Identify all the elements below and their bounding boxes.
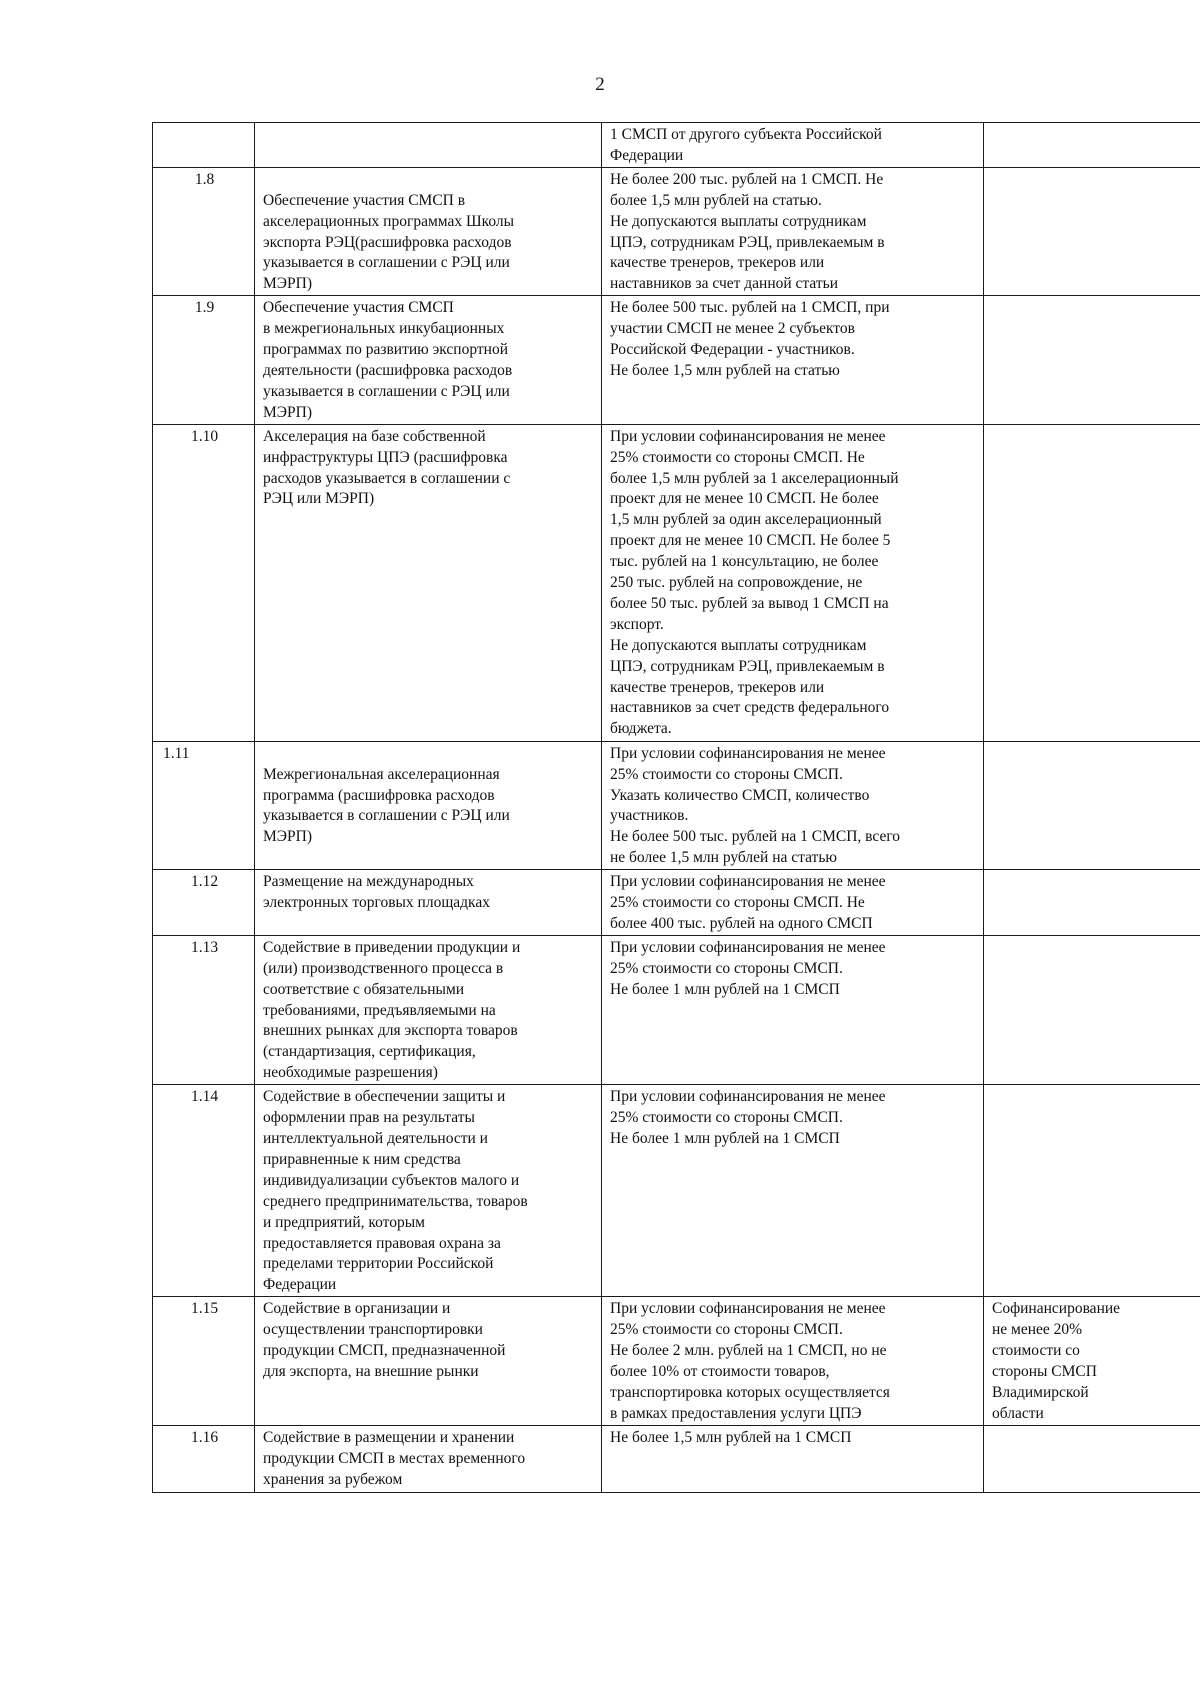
table-row xyxy=(153,296,1200,424)
table-row xyxy=(153,167,1200,295)
page-number: 2 xyxy=(595,74,605,95)
measure-conditions: При условии софинансирования не менее 25% стоимости со стороны СМСП. Не более 1 млн рублей на 1 СМСП xyxy=(602,935,984,1084)
measure-conditions: При условии софинансирования не менее 25% стоимости со стороны СМСП. Не более 400 тыс. рублей на одного СМСП xyxy=(602,870,984,936)
measure-description: Содействие в организации и осуществлении транспортировки продукции СМСП, предназначенной для экспорта, на внешние рынки xyxy=(255,1297,602,1426)
measure-note xyxy=(984,167,1200,295)
measure-description: Акселерация на базе собственной инфраструктуры ЦПЭ (расшифровка расходов указывается в соглашении с РЭЦ или МЭРП) xyxy=(255,424,602,741)
measure-conditions: При условии софинансирования не менее 25% стоимости со стороны СМСП. Не более 1 млн рублей на 1 СМСП xyxy=(602,1085,984,1297)
measure-conditions: При условии софинансирования не менее 25% стоимости со стороны СМСП. Указать количество СМСП, количество участников. Не более 500 тыс. рублей на 1 СМСП, всего не более 1,5 млн рублей на статью xyxy=(602,741,984,869)
measure-description: Размещение на международных электронных торговых площадках xyxy=(255,870,602,936)
measure-description: Содействие в обеспечении защиты и оформлении прав на результаты интеллектуальной деятельности и приравненные к ним средства индивидуализации субъектов малого и среднего предпринимательства, товаров и предприятий, которым предоставляется правовая охрана за пределами территории Российской Федерации xyxy=(255,1085,602,1297)
measure-note xyxy=(984,296,1200,424)
measure-conditions: Не более 1,5 млн рублей на 1 СМСП xyxy=(602,1426,984,1493)
measure-conditions: 1 СМСП от другого субъекта Российской Федерации xyxy=(602,123,984,168)
measure-description: Содействие в размещении и хранении продукции СМСП в местах временного хранения за рубежом xyxy=(255,1426,602,1493)
measure-note xyxy=(984,935,1200,1084)
measure-description: Обеспечение участия СМСП в акселерационных программах Школы экспорта РЭЦ(расшифровка расходов указывается в соглашении с РЭЦ или МЭРП) xyxy=(255,167,602,295)
measure-note xyxy=(984,123,1200,168)
measure-description: Содействие в приведении продукции и (или) производственного процесса в соответствие с обязательными требованиями, предъявляемыми на внешних рынках для экспорта товаров (стандартизация, сертификация, необходимые разрешения) xyxy=(255,935,602,1084)
table-row xyxy=(153,424,1200,741)
measure-note: Софинансирование не менее 20% стоимости со стороны СМСП Владимирской области xyxy=(984,1297,1200,1426)
measures-table xyxy=(152,122,1200,1493)
row-number: 1.11 xyxy=(153,741,255,869)
table-row xyxy=(153,1085,1200,1297)
measure-description: Межрегиональная акселерационная программа (расшифровка расходов указывается в соглашении с РЭЦ или МЭРП) xyxy=(255,741,602,869)
row-number: 1.13 xyxy=(153,935,255,1084)
measure-note xyxy=(984,741,1200,869)
measure-conditions: Не более 200 тыс. рублей на 1 СМСП. Не более 1,5 млн рублей на статью. Не допускаются выплаты сотрудникам ЦПЭ, сотрудникам РЭЦ, привлекаемым в качестве тренеров, трекеров или наставников за счет данной статьи xyxy=(602,167,984,295)
row-number: 1.10 xyxy=(153,424,255,741)
row-number: 1.15 xyxy=(153,1297,255,1426)
measure-conditions: При условии софинансирования не менее 25% стоимости со стороны СМСП. Не более 1,5 млн рублей за 1 акселерационный проект для не менее 10 СМСП. Не более 1,5 млн рублей за один акселерационный проект для не менее 10 СМСП. Не более 5 тыс. рублей на 1 консультацию, не более 250 тыс. рублей на сопровождение, не более 50 тыс. рублей за вывод 1 СМСП на экспорт. Не допускаются выплаты сотрудникам ЦПЭ, сотрудникам РЭЦ, привлекаемым в качестве тренеров, трекеров или наставников за счет средств федерального бюджета. xyxy=(602,424,984,741)
measure-description xyxy=(255,123,602,168)
table-row xyxy=(153,935,1200,1084)
table-row xyxy=(153,741,1200,869)
row-number: 1.9 xyxy=(153,296,255,424)
table-row xyxy=(153,1426,1200,1493)
measure-note xyxy=(984,1085,1200,1297)
row-number xyxy=(153,123,255,168)
measure-conditions: При условии софинансирования не менее 25% стоимости со стороны СМСП. Не более 2 млн. рублей на 1 СМСП, но не более 10% от стоимости товаров, транспортировка которых осуществляется в рамках предоставления услуги ЦПЭ xyxy=(602,1297,984,1426)
table-row xyxy=(153,870,1200,936)
row-number: 1.8 xyxy=(153,167,255,295)
measure-description: Обеспечение участия СМСП в межрегиональных инкубационных программах по развитию экспортной деятельности (расшифровка расходов указывается в соглашении с РЭЦ или МЭРП) xyxy=(255,296,602,424)
row-number: 1.16 xyxy=(153,1426,255,1493)
table-row xyxy=(153,123,1200,168)
row-number: 1.14 xyxy=(153,1085,255,1297)
measure-conditions: Не более 500 тыс. рублей на 1 СМСП, при участии СМСП не менее 2 субъектов Российской Федерации - участников. Не более 1,5 млн рублей на статью xyxy=(602,296,984,424)
measure-note xyxy=(984,870,1200,936)
row-number: 1.12 xyxy=(153,870,255,936)
measure-note xyxy=(984,1426,1200,1493)
measure-note xyxy=(984,424,1200,741)
table-row xyxy=(153,1297,1200,1426)
